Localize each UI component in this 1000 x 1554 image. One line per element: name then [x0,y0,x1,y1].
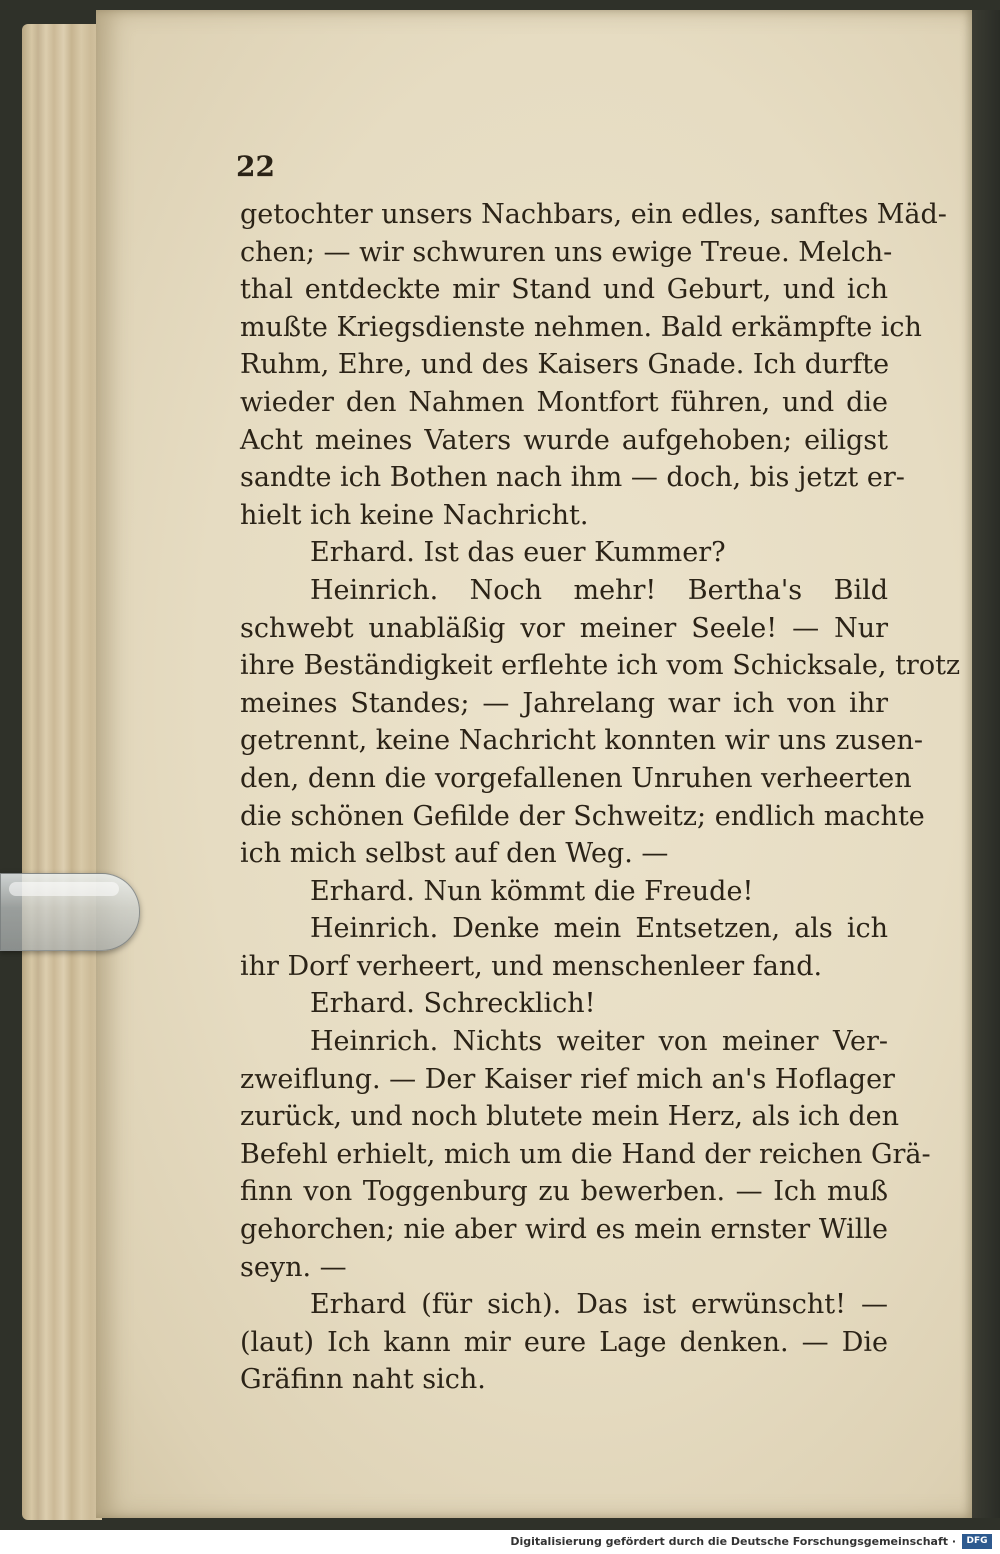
clip-highlight [9,882,119,896]
speaker-line: Erhard. Ist das euer Kummer? [310,537,726,569]
text-line: gehorchen; nie aber wird es mein ernster Wille [240,1214,888,1246]
page-gutter [972,10,1000,1518]
speaker-line: Heinrich. Noch mehr! Bertha's Bild [310,574,888,606]
page-clip [0,873,140,951]
text-line: den, denn die vorgefallenen Unruhen verheerten [240,762,912,794]
text-line: ihre Beständigkeit erflehte ich vom Schicksale, trotz [240,650,961,682]
footer-bar [0,1530,1000,1554]
text-line: Ruhm, Ehre, und des Kaisers Gnade. Ich durfte [240,349,890,381]
speaker-line: Heinrich. Denke mein Entsetzen, als ich [310,913,888,945]
text-line: Gräfinn naht sich. [240,1364,486,1396]
text-line: mußte Kriegsdienste nehmen. Bald erkämpfte ich [240,311,922,343]
text-line: sandte ich Bothen nach ihm — doch, bis jetzt er- [240,462,905,494]
text-line: seyn. — [240,1251,347,1283]
text-line: ich mich selbst auf den Weg. — [240,838,669,870]
text-line: ihr Dorf verheert, und menschenleer fand. [240,950,823,982]
speaker-line: Erhard (für sich). Das ist erwünscht! — [310,1289,888,1321]
page-stack-edge [22,24,102,1520]
text-line: schwebt unabläßig vor meiner Seele! — Nur [240,612,888,644]
speaker-line: Erhard. Schrecklich! [310,988,596,1020]
text-line: finn von Toggenburg zu bewerben. — Ich muß [240,1176,888,1208]
text-line: Befehl erhielt, mich um die Hand der reichen Grä- [240,1138,931,1170]
footer-credit: Digitalisierung gefördert durch die Deutsche Forschungsgemeinschaft · [510,1535,956,1548]
text-line: hielt ich keine Nachricht. [240,499,589,531]
text-line: (laut) Ich kann mir eure Lage denken. — Die [240,1326,888,1358]
text-line: zweiflung. — Der Kaiser rief mich an's Hoflager [240,1063,895,1095]
text-line: getrennt, keine Nachricht konnten wir uns zusen- [240,725,924,757]
text-line: thal entdeckte mir Stand und Geburt, und ich [240,274,888,306]
dfg-logo-icon: DFG [962,1534,992,1549]
page-number: 22 [236,150,275,183]
text-line: zurück, und noch blutete mein Herz, als ich den [240,1101,900,1133]
text-line: die schönen Gefilde der Schweitz; endlich machte [240,800,925,832]
text-line: meines Standes; — Jahrelang war ich von ihr [240,687,888,719]
text-line: getochter unsers Nachbars, ein edles, sanftes Mäd- [240,199,947,230]
text-line: chen; — wir schwuren uns ewige Treue. Melch- [240,236,893,268]
text-line: Acht meines Vaters wurde aufgehoben; eiligst [240,424,888,456]
speaker-line: Heinrich. Nichts weiter von meiner Ver- [310,1026,888,1058]
text-line: wieder den Nahmen Montfort führen, und die [240,386,888,418]
speaker-line: Erhard. Nun kömmt die Freude! [310,875,754,907]
page-text [240,196,961,1399]
